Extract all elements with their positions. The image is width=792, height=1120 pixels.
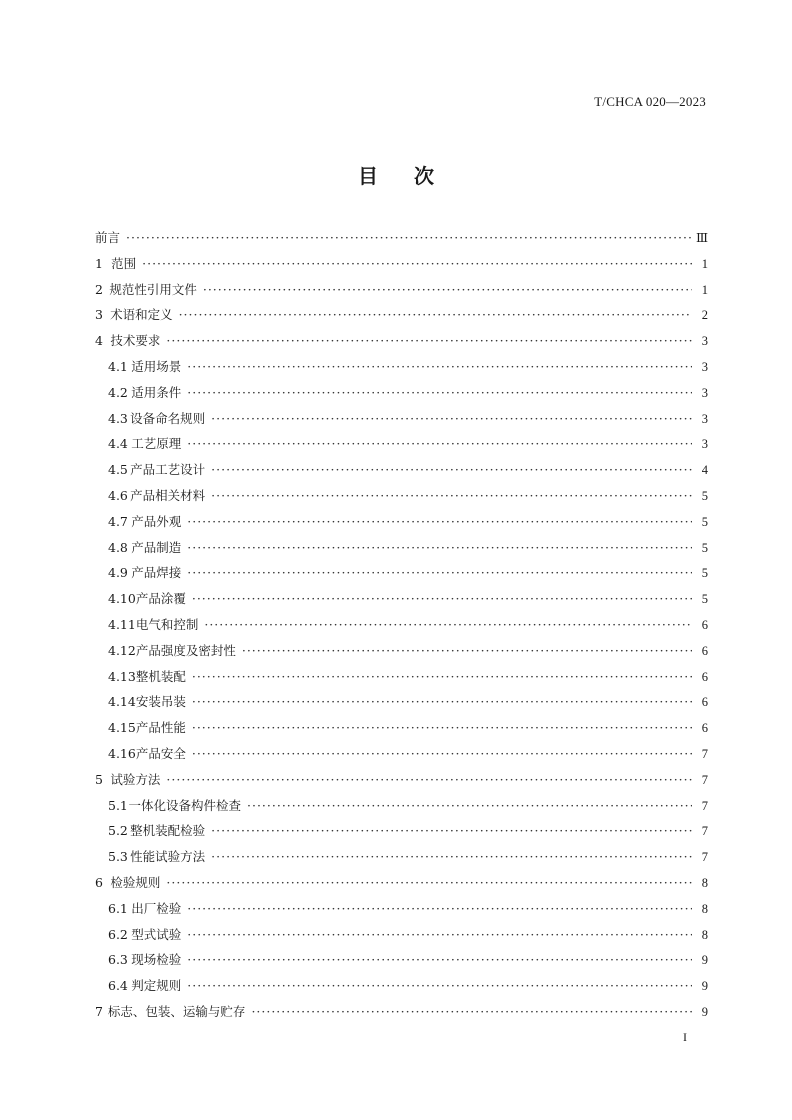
toc-entry-title: 整机装配 (135, 668, 186, 684)
table-of-contents (95, 228, 708, 1028)
toc-entry-title: 范围 (111, 255, 137, 271)
toc-entry[interactable] (95, 486, 708, 512)
toc-leader-dots (203, 282, 692, 297)
toc-entry-title: 产品安全 (135, 745, 186, 761)
page-number: I (683, 1030, 687, 1044)
toc-entry-title: 产品性能 (135, 720, 186, 736)
toc-entry[interactable] (95, 331, 708, 357)
toc-entry[interactable] (95, 976, 708, 1002)
toc-entry-number: 5 (95, 771, 103, 787)
toc-leader-dots (166, 333, 692, 348)
toc-entry-number: 4.16 (108, 745, 136, 761)
toc-entry-page: 5 (701, 514, 708, 529)
toc-entry-number: 4.7 (108, 513, 128, 529)
toc-entry-number: 4.12 (108, 642, 136, 658)
toc-entry-page: 9 (701, 979, 708, 994)
toc-entry-page: 6 (701, 695, 708, 710)
toc-entry-title: 检验规则 (110, 874, 161, 890)
toc-entry-title: 产品焊接 (131, 565, 182, 581)
toc-entry-title: 规范性引用文件 (109, 281, 197, 297)
toc-entry-page: 5 (701, 592, 708, 607)
toc-entry[interactable] (95, 615, 708, 641)
toc-entry-page: 6 (701, 669, 708, 684)
toc-entry-page: 9 (701, 1004, 708, 1019)
toc-leader-dots (187, 901, 692, 916)
toc-entry-title: 产品涂覆 (135, 591, 186, 607)
toc-leader-dots (211, 488, 692, 503)
toc-entry-title: 工艺原理 (131, 436, 182, 452)
toc-entry-title: 适用场景 (131, 358, 182, 374)
toc-entry[interactable] (95, 228, 708, 254)
toc-leader-dots (166, 875, 692, 890)
toc-entry-title: 性能试验方法 (130, 849, 206, 865)
toc-entry-number: 6 (95, 874, 103, 890)
toc-entry-title: 电气和控制 (135, 616, 199, 632)
toc-leader-dots (192, 694, 692, 709)
toc-entry-page: 3 (701, 334, 708, 349)
toc-leader-dots (187, 565, 692, 580)
toc-entry-title: 型式试验 (131, 926, 182, 942)
toc-entry[interactable] (95, 770, 708, 796)
toc-entry[interactable] (95, 280, 708, 306)
toc-entry-title: 判定规则 (131, 978, 182, 994)
toc-entry-page: 1 (701, 256, 708, 271)
toc-entry[interactable] (95, 925, 708, 951)
toc-entry[interactable] (95, 692, 708, 718)
toc-leader-dots (192, 720, 692, 735)
toc-entry-page: 2 (701, 308, 708, 323)
toc-entry-title: 设备命名规则 (130, 410, 206, 426)
toc-entry-number: 1 (95, 255, 103, 271)
toc-entry-title: 整机装配检验 (130, 823, 206, 839)
toc-leader-dots (192, 746, 692, 761)
toc-leader-dots (211, 849, 692, 864)
toc-entry[interactable] (95, 796, 708, 822)
toc-leader-dots (187, 540, 692, 555)
toc-leader-dots (247, 798, 692, 813)
toc-entry-page: 9 (701, 953, 708, 968)
toc-entry-title: 产品相关材料 (130, 487, 206, 503)
toc-entry[interactable] (95, 847, 708, 873)
toc-entry[interactable] (95, 563, 708, 589)
toc-entry-number: 6.1 (108, 900, 128, 916)
toc-entry[interactable] (95, 589, 708, 615)
toc-leader-dots (179, 307, 692, 322)
toc-entry[interactable] (95, 641, 708, 667)
toc-entry-page: 5 (701, 540, 708, 555)
toc-entry-page: 8 (701, 875, 708, 890)
toc-entry-title: 产品制造 (131, 539, 182, 555)
toc-entry-number: 6.4 (108, 978, 128, 994)
toc-entry-number: 4.15 (108, 720, 136, 736)
toc-leader-dots (187, 978, 692, 993)
toc-entry-title: 安装吊装 (135, 694, 186, 710)
toc-entry-number: 3 (95, 307, 103, 323)
toc-leader-dots (192, 669, 692, 684)
toc-entry-number: 4.11 (108, 616, 136, 632)
toc-entry-title: 产品外观 (131, 513, 182, 529)
toc-leader-dots (187, 385, 692, 400)
toc-entry-page: 7 (701, 746, 708, 761)
toc-leader-dots (211, 411, 692, 426)
toc-entry[interactable] (95, 538, 708, 564)
toc-entry[interactable] (95, 383, 708, 409)
toc-entry[interactable] (95, 950, 708, 976)
toc-entry-number: 4.1 (108, 358, 128, 374)
toc-entry-number: 4.6 (108, 487, 128, 503)
toc-entry-page: 3 (701, 385, 708, 400)
toc-entry-title: 出厂检验 (131, 900, 182, 916)
toc-entry-title: 现场检验 (131, 952, 182, 968)
toc-leader-dots (187, 359, 692, 374)
toc-entry-page: 3 (701, 411, 708, 426)
toc-entry-page: 8 (701, 927, 708, 942)
toc-entry[interactable] (95, 409, 708, 435)
toc-entry-title: 产品强度及密封性 (135, 642, 236, 658)
toc-entry-title: 标志、包装、运输与贮存 (107, 1003, 246, 1019)
toc-leader-dots (251, 1004, 692, 1019)
toc-entry-number: 4 (95, 333, 103, 349)
toc-entry-page: 6 (701, 643, 708, 658)
toc-entry-page: 1 (701, 282, 708, 297)
toc-leader-dots (204, 617, 692, 632)
toc-entry-page: 7 (701, 850, 708, 865)
toc-entry-number: 4.3 (108, 410, 128, 426)
toc-entry-number: 4.2 (108, 384, 128, 400)
toc-entry-page: 8 (701, 901, 708, 916)
toc-leader-dots (187, 952, 692, 967)
toc-entry[interactable] (95, 254, 708, 280)
toc-entry-number: 4.8 (108, 539, 128, 555)
toc-entry-page: 6 (701, 617, 708, 632)
toc-entry-number: 6.3 (108, 952, 128, 968)
toc-entry[interactable] (95, 512, 708, 538)
toc-entry[interactable] (95, 821, 708, 847)
toc-leader-dots (192, 591, 692, 606)
toc-entry-page: 4 (701, 463, 708, 478)
toc-entry[interactable] (95, 718, 708, 744)
toc-entry-number: 4.5 (108, 462, 128, 478)
toc-entry[interactable] (95, 744, 708, 770)
toc-leader-dots (242, 643, 692, 658)
toc-entry-number: 4.10 (108, 591, 136, 607)
toc-entry-title: 产品工艺设计 (130, 462, 206, 478)
standard-code: T/CHCA 020—2023 (594, 94, 706, 109)
toc-entry-number: 4.9 (108, 565, 128, 581)
toc-leader-dots (211, 462, 692, 477)
toc-entry-title: 术语和定义 (110, 307, 173, 323)
toc-entry[interactable] (95, 460, 708, 486)
toc-entry-page: Ⅲ (696, 231, 709, 245)
toc-entry-page: 7 (701, 824, 708, 839)
toc-leader-dots (187, 927, 692, 942)
toc-entry-number: 4.4 (108, 436, 128, 452)
toc-entry-number: 5.3 (108, 849, 128, 865)
toc-entry-page: 5 (701, 566, 708, 581)
toc-entry-title: 技术要求 (110, 333, 161, 349)
toc-entry[interactable] (95, 873, 708, 899)
toc-entry-number: 5.2 (108, 823, 128, 839)
toc-entry-title: 一体化设备构件检查 (128, 797, 242, 813)
toc-leader-dots (142, 256, 692, 271)
toc-entry-title: 试验方法 (110, 771, 161, 787)
toc-entry-number: 6.2 (108, 926, 128, 942)
toc-leader-dots (187, 436, 692, 451)
toc-entry-number: 2 (95, 281, 103, 297)
toc-leader-dots (126, 230, 692, 245)
toc-entry[interactable] (95, 357, 708, 383)
toc-entry[interactable] (95, 667, 708, 693)
toc-entry-number: 5.1 (108, 797, 128, 813)
toc-entry-page: 3 (701, 359, 708, 374)
toc-entry-page: 5 (701, 488, 708, 503)
toc-leader-dots (166, 772, 692, 787)
toc-entry-number: 4.13 (108, 668, 136, 684)
toc-entry[interactable] (95, 434, 708, 460)
toc-entry-title: 前言 (95, 230, 121, 245)
toc-entry-page: 7 (701, 772, 708, 787)
toc-entry[interactable] (95, 1002, 708, 1028)
toc-entry-number: 7 (95, 1003, 103, 1019)
toc-entry-title: 适用条件 (131, 384, 182, 400)
toc-entry-page: 7 (701, 798, 708, 813)
toc-entry[interactable] (95, 899, 708, 925)
toc-entry-number: 4.14 (108, 694, 136, 710)
toc-entry-page: 6 (701, 721, 708, 736)
toc-entry[interactable] (95, 305, 708, 331)
toc-entry-page: 3 (701, 437, 708, 452)
toc-leader-dots (211, 823, 692, 838)
page-title: 目次 (358, 164, 470, 188)
toc-leader-dots (187, 514, 692, 529)
